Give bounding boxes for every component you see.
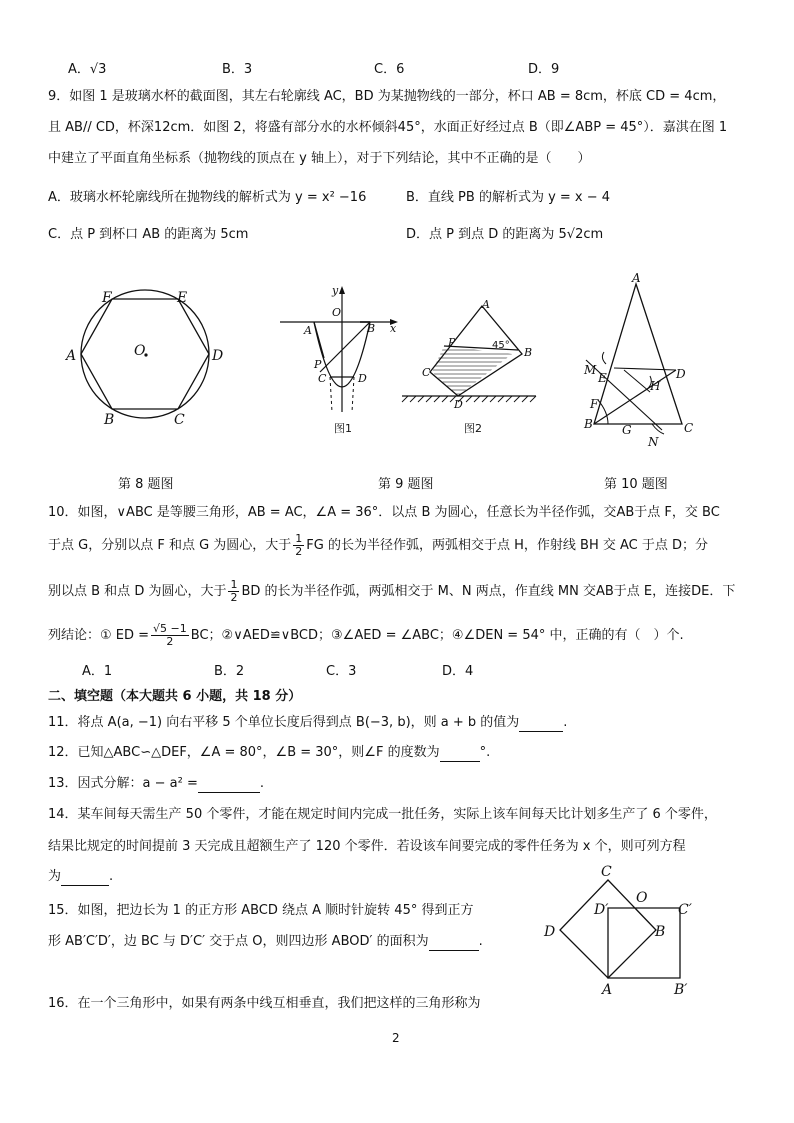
q15-end: . [478,934,483,949]
fig8-label-c: C [174,412,185,428]
fig8-label-o: O [134,343,146,359]
q10-line-2-part-a: 于点 G，分别以点 F 和点 G 为圆心，大于 [48,538,292,553]
fig9b-angle-label: 45° [492,340,510,351]
fig9b-label-p: P [448,336,456,349]
q13 [48,775,264,793]
q14-line-1: 14．某车间每天需生产 50 个零件，才能在规定时间内完成一批任务，实际上该车间每天比计划多生产了 6 个零件， [48,807,717,822]
q15-line-2 [48,933,483,951]
q10-line-4 [48,623,684,648]
q16-line-1: 16．在一个三角形中，如果有两条中线互相垂直，我们把这样的三角形称为 [48,996,481,1011]
fig15-label-b: B [655,924,666,940]
q9-option-b: B．直线 PB 的解析式为 y = x − 4 [406,190,611,205]
fig10-label-h: H [650,379,661,393]
fig8-label-e: E [177,290,188,306]
fig8-label-d: D [212,348,224,364]
fig15-label-d: D [544,924,556,940]
fig9a-label-y: y [332,284,339,297]
q9-line-2: 且 AB// CD，杯深12cm．如图 2，将盛有部分水的水杯倾斜45°，水面正好经过点 B（即∠ABP = 45°）．嘉淇在图 1 [48,120,728,135]
q10-option-d: D．4 [442,664,474,679]
q14-prefix: 为 [48,869,62,884]
q8-option-b: B．3 [222,62,253,77]
fig8-label-a: A [66,348,77,364]
fig9a-label-x: x [390,322,397,335]
q10-fraction-ed: $\frac{√5 -1}{2}$ [153,622,187,648]
q10-fraction-half-1: $\frac{1}{2}$ [295,532,303,558]
fig15-label-a: A [602,982,613,998]
fig10-label-m: M [584,363,597,377]
q9-option-d: D．点 P 到点 D 的距离为 5√2cm [406,227,604,242]
fig9-sub-caption-2: 图2 [464,422,482,435]
q10-line-4-part-a: 列结论：① ED = [48,628,150,643]
fig8-label-b: B [104,412,115,428]
fig9b-label-c: C [422,366,431,379]
q13-blank[interactable] [198,778,260,793]
fig15-label-c-prime: C′ [678,902,692,918]
q10-line-1: 10．如图，∨ABC 是等腰三角形，AB = AC，∠A = 36°．以点 B 为圆心，任意长为半径作弧，交AB于点 F，交 BC [48,505,720,520]
q11 [48,714,567,732]
fig15-label-c: C [601,864,612,880]
fig9a-label-a: A [304,324,312,337]
fig9a-label-d: D [358,372,367,385]
q12-blank[interactable] [440,747,480,762]
fig15-label-o: O [636,890,648,906]
q12-text: 12．已知△ABC∽△DEF，∠A = 80°，∠B = 30°，则∠F 的度数为 [48,745,440,760]
section-2-heading: 二、填空题（本大题共 6 小题，共 18 分） [48,689,302,704]
q12-end: °. [479,745,491,760]
fig10-label-n: N [648,435,659,449]
fig10-label-e: E [598,371,607,385]
q10-line-2-part-b: FG 的长为半径作弧，两弧相交于点 H，作射线 BH 交 AC 于点 D；分 [306,538,708,553]
q10-line-4-part-b: BC；②∨AED≌∨BCD；③∠AED = ∠ABC；④∠DEN = 54° 中，正确的有（ ）个. [190,628,684,643]
q10-line-3-part-b: BD 的长为半径作弧，两弧相交于 M、N 两点，作直线 MN 交AB于点 E，连接DE．下 [241,584,736,599]
q15-text: 形 AB′C′D′，边 BC 与 D′C′ 交于点 O，则四边形 ABOD′ 的面积为 [48,934,429,949]
figure-8-hexagon [60,282,230,432]
figure-9-caption: 第 9 题图 [378,477,434,492]
q13-text: 13．因式分解：a − a² = [48,776,198,791]
q14-end: . [109,869,114,884]
figure-10-triangle [580,271,700,449]
figure-9-graph-1 [276,282,406,442]
q15-blank[interactable] [429,936,479,951]
fig10-label-f: F [590,397,599,411]
figure-10-caption: 第 10 题图 [604,477,668,492]
fig10-label-d: D [676,367,686,381]
fig9-sub-caption-1: 图1 [334,422,352,435]
fig10-label-a: A [632,271,641,285]
q9-line-1: 9．如图 1 是玻璃水杯的截面图，其左右轮廓线 AC，BD 为某抛物线的一部分，杯口 AB = 8cm，杯底 CD = 4cm， [48,89,726,104]
fig10-label-b: B [584,417,593,431]
fig10-label-c: C [684,421,694,435]
q15-line-1: 15．如图，把边长为 1 的正方形 ABCD 绕点 A 顺时针旋转 45° 得到正方 [48,903,474,918]
figure-8-caption: 第 8 题图 [118,477,174,492]
q11-end: . [563,715,568,730]
q8-option-d: D．9 [528,62,560,77]
fig15-label-d-prime: D′ [594,902,609,918]
q14-line-2: 结果比规定的时间提前 3 天完成且超额生产了 120 个零件．若设该车间要完成的零件任务为 x 个，则可列方程 [48,839,686,854]
q12 [48,744,490,762]
q8-option-a: A．√3 [68,62,107,77]
fig9b-label-a: A [482,298,490,311]
fig9a-label-b: B [367,322,376,335]
q14-line-3 [48,868,113,886]
q8-option-c: C．6 [374,62,405,77]
fig9a-label-p: P [314,358,322,371]
q10-fraction-half-2: $\frac{1}{2}$ [230,578,238,604]
q9-line-3: 中建立了平面直角坐标系（抛物线的顶点在 y 轴上），对于下列结论，其中不正确的是（ ） [48,151,591,166]
fig15-label-b-prime: B′ [674,982,688,998]
fig9a-label-c: C [318,372,327,385]
q10-option-c: C．3 [326,664,357,679]
q10-line-3 [48,579,735,604]
fig9b-label-b: B [524,346,533,359]
q9-option-c: C．点 P 到杯口 AB 的距离为 5cm [48,227,249,242]
fig8-label-f: F [102,290,112,306]
q11-text: 11．将点 A(a, −1) 向右平移 5 个单位长度后得到点 B(−3, b)，则 a + b 的值为 [48,715,520,730]
q11-blank[interactable] [519,717,563,732]
figure-15-rotated-square [540,860,700,1000]
fig10-label-g: G [622,423,632,437]
fig9a-label-o: O [332,306,342,319]
fig9b-label-d: D [454,398,463,411]
page-number: 2 [392,1031,400,1045]
q13-end: . [259,776,265,791]
q14-blank[interactable] [61,871,109,886]
q10-option-a: A．1 [82,664,113,679]
q10-line-2 [48,533,708,558]
q10-option-b: B．2 [214,664,245,679]
figure-9-graph-2 [400,296,540,442]
q9-option-a: A．玻璃水杯轮廓线所在抛物线的解析式为 y = x² −16 [48,190,367,205]
q10-line-3-part-a: 别以点 B 和点 D 为圆心，大于 [48,584,227,599]
